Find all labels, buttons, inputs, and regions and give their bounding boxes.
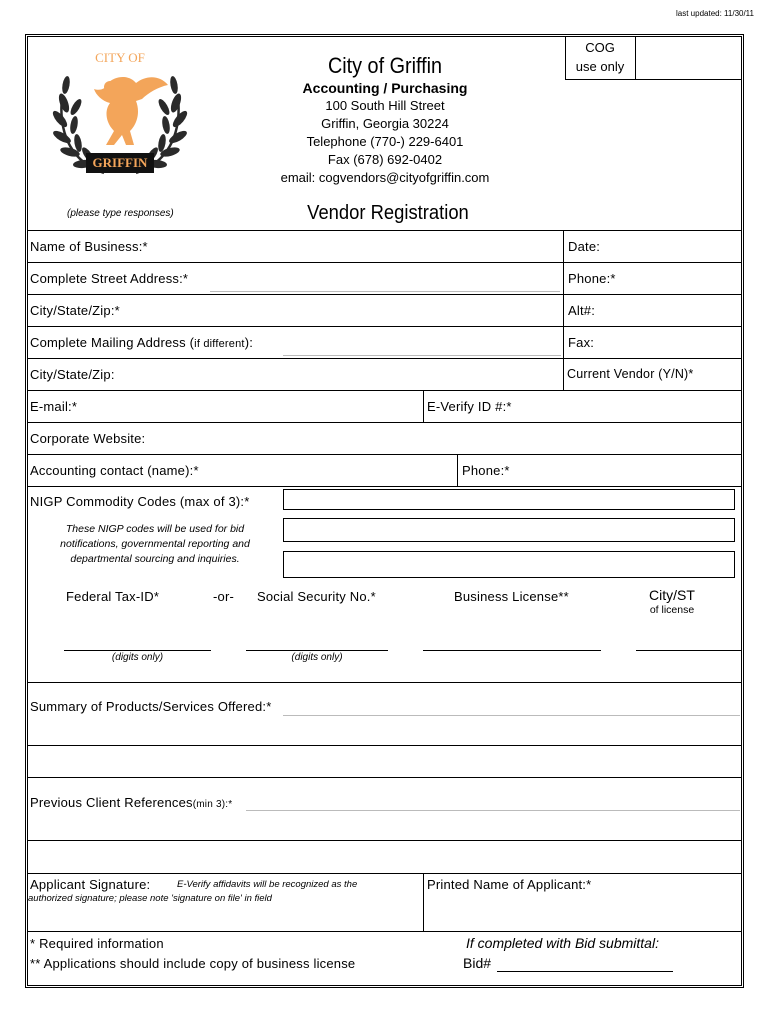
row-divider bbox=[27, 294, 742, 295]
cog-label: COG bbox=[585, 40, 615, 55]
form-title: Vendor Registration bbox=[307, 202, 469, 224]
of-license-label: of license bbox=[649, 604, 695, 616]
row-divider bbox=[27, 230, 742, 231]
mailing-address-field[interactable] bbox=[283, 355, 561, 356]
accounting-contact-name: name bbox=[151, 463, 186, 478]
signature-note-line-2: authorized signature; please note 'signature on file' in field bbox=[28, 893, 272, 904]
business-license-field[interactable] bbox=[423, 650, 601, 651]
accounting-contact-label bbox=[30, 463, 199, 478]
alt-phone-label: Alt#: bbox=[568, 303, 596, 318]
row-divider bbox=[27, 358, 742, 359]
row-divider bbox=[27, 840, 742, 841]
last-updated: last updated: 11/30/11 bbox=[676, 9, 754, 18]
city-logo bbox=[50, 45, 190, 180]
mailing-city-state-zip-label: City/State/Zip: bbox=[30, 367, 115, 382]
signature-label: Applicant Signature: bbox=[30, 877, 151, 892]
bid-number-field[interactable] bbox=[497, 971, 673, 972]
fax-label: Fax: bbox=[568, 335, 595, 350]
everify-label: E-Verify ID #:* bbox=[427, 399, 512, 414]
printed-name-label: Printed Name of Applicant:* bbox=[427, 877, 592, 892]
nigp-code-1-input[interactable] bbox=[283, 489, 735, 510]
license-city-st-field[interactable] bbox=[636, 650, 742, 651]
nigp-note-line-1: These NIGP codes will be used for bid bbox=[65, 523, 245, 535]
row-divider bbox=[27, 873, 742, 874]
column-divider bbox=[457, 454, 458, 486]
accounting-contact-text: Accounting contact ( bbox=[30, 463, 152, 478]
row-divider bbox=[27, 931, 742, 932]
references-text: Previous Client References bbox=[30, 795, 193, 810]
business-license-label: Business License** bbox=[454, 589, 569, 604]
mailing-address-text: Complete Mailing Address ( bbox=[30, 335, 195, 350]
required-info-note: * Required information bbox=[30, 936, 164, 951]
nigp-note-line-3: departmental sourcing and inquiries. bbox=[70, 553, 240, 565]
current-vendor-label: Current Vendor (Y/N)* bbox=[567, 367, 694, 381]
column-divider bbox=[423, 390, 424, 422]
row-divider bbox=[27, 682, 742, 683]
mailing-address-close: ): bbox=[244, 335, 254, 350]
mailing-if-different: if different bbox=[194, 338, 245, 350]
references-field[interactable] bbox=[246, 810, 740, 811]
row-divider bbox=[27, 486, 742, 487]
org-fax: Fax (678) 692-0402 bbox=[327, 152, 443, 167]
phone-label: Phone:* bbox=[568, 271, 616, 286]
contact-phone-label: Phone:* bbox=[462, 463, 510, 478]
email-label: E-mail:* bbox=[30, 399, 78, 414]
cog-use-only-label: use only bbox=[575, 59, 625, 74]
nigp-code-3-input[interactable] bbox=[283, 551, 735, 578]
federal-tax-id-label: Federal Tax-ID* bbox=[66, 589, 160, 604]
bid-number-label: Bid# bbox=[463, 955, 492, 971]
org-email: email: cogvendors@cityofgriffin.com bbox=[280, 170, 490, 185]
digits-only-note-2: (digits only) bbox=[291, 652, 343, 663]
business-name-label: Name of Business:* bbox=[30, 239, 148, 254]
nigp-label: NIGP Commodity Codes (max of 3):* bbox=[30, 494, 250, 509]
website-label: Corporate Website: bbox=[30, 431, 146, 446]
column-divider bbox=[563, 230, 564, 390]
digits-only-note-1: (digits only) bbox=[111, 652, 164, 663]
signature-note-line-1: E-Verify affidavits will be recognized as the bbox=[177, 879, 358, 890]
ssn-field[interactable] bbox=[246, 650, 388, 651]
logo-bottom-text: GRIFFIN bbox=[92, 155, 148, 170]
column-divider bbox=[423, 873, 424, 931]
federal-tax-id-field[interactable] bbox=[64, 650, 211, 651]
city-state-zip-label: City/State/Zip:* bbox=[30, 303, 120, 318]
org-telephone: Telephone (770-) 229-6401 bbox=[306, 134, 464, 149]
nigp-code-2-input[interactable] bbox=[283, 518, 735, 542]
business-license-copy-note: ** Applications should include copy of business license bbox=[30, 956, 356, 971]
summary-label: Summary of Products/Services Offered:* bbox=[30, 699, 272, 714]
date-label: Date: bbox=[568, 239, 601, 254]
bid-submittal-note: If completed with Bid submittal: bbox=[466, 935, 659, 951]
row-divider bbox=[27, 777, 742, 778]
row-divider bbox=[27, 454, 742, 455]
org-department: Accounting / Purchasing bbox=[302, 80, 468, 96]
cog-box-divider bbox=[635, 36, 636, 80]
org-city: Griffin, Georgia 30224 bbox=[321, 116, 449, 131]
accounting-contact-close: ):* bbox=[185, 463, 199, 478]
nigp-note-line-2: notifications, governmental reporting and bbox=[60, 538, 250, 550]
row-divider bbox=[27, 326, 742, 327]
org-street: 100 South Hill Street bbox=[325, 98, 445, 113]
logo-top-text: CITY OF bbox=[95, 50, 145, 65]
row-divider bbox=[27, 745, 742, 746]
type-note: (please type responses) bbox=[67, 208, 174, 219]
mailing-address-label bbox=[30, 335, 253, 350]
summary-field[interactable] bbox=[283, 715, 740, 716]
org-title: City of Griffin bbox=[327, 53, 443, 78]
row-divider bbox=[27, 422, 742, 423]
references-min: (min 3):* bbox=[192, 799, 233, 810]
row-divider bbox=[27, 262, 742, 263]
street-address-field[interactable] bbox=[210, 291, 560, 292]
row-divider bbox=[27, 390, 742, 391]
or-label: -or- bbox=[213, 589, 235, 604]
ssn-label: Social Security No.* bbox=[257, 589, 376, 604]
street-address-label: Complete Street Address:* bbox=[30, 271, 189, 286]
references-label bbox=[30, 795, 232, 810]
city-st-label: City/ST bbox=[649, 587, 695, 603]
